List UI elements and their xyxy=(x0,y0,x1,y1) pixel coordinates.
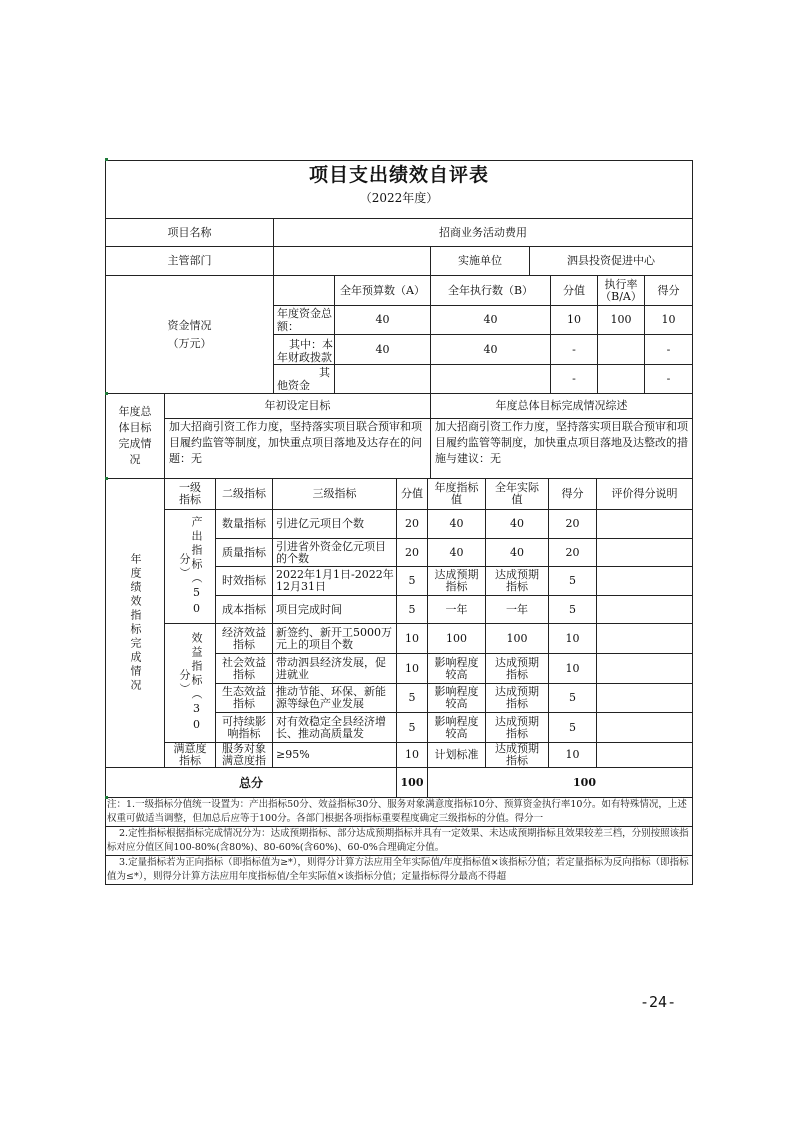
ind-header-l2: 二级指标 xyxy=(222,487,266,500)
indicator-get-cell: 10 xyxy=(565,748,580,761)
note-3: 3.定量指标若为正向指标（即指标值为≥*），则得分计算方法应用全年实际值/年度指标值×该指标分值；若定量指标为反向指标（即指标值为≤*），则得分计算方法应用年度指标值/全年实际值×该指标分值；定量指标得分最高不得超 xyxy=(107,857,689,882)
project-name-label: 项目名称 xyxy=(167,225,212,239)
l1-output-label: 产出指标（50分） xyxy=(178,515,203,618)
funds-row-fiscal-score: - xyxy=(572,342,576,356)
funds-header-score: 分值 xyxy=(563,283,585,297)
total-score: 100 xyxy=(400,775,424,789)
indicator-target-cell: 40 xyxy=(449,517,464,530)
indicator-get-cell: 5 xyxy=(569,691,576,704)
indicator-actual-cell: 100 xyxy=(506,631,528,645)
indicator-score-cell: 20 xyxy=(405,545,419,559)
funds-header-budget: 全年预算数（A） xyxy=(340,283,425,297)
indicator-actual-cell: 达成预期指标 xyxy=(495,568,539,593)
indicator-score-cell: 10 xyxy=(405,661,419,675)
indicator-actual-cell: 达成预期指标 xyxy=(495,714,539,740)
funds-row-total-get: 10 xyxy=(661,313,676,326)
funds-row-fiscal-label: 其中：本年财政拨款 xyxy=(277,338,333,364)
ind-header-l3: 三级指标 xyxy=(312,487,357,500)
grid-line xyxy=(596,478,597,768)
indicator-target-cell: 计划标准 xyxy=(434,748,479,761)
indicator-l2-cell: 可持续影响指标 xyxy=(222,714,266,740)
note-2: 2.定性指标根据指标完成情况分为：达成预期指标、部分达成预期指标并具有一定效果、未达成预期指标且效果较差三档，分别按照该指标对应分值区间100-80%(含80%)、80-60%(含60%)、60-0%合理确定分值。 xyxy=(107,828,689,853)
indicator-actual-cell: 40 xyxy=(510,517,524,530)
indicator-score-cell: 5 xyxy=(408,602,416,616)
ind-header-target: 年度指标值 xyxy=(434,481,479,506)
indicator-actual-cell: 一年 xyxy=(506,602,528,616)
goals-result-text: 加大招商引资工作力度，坚持落实项目联合预审和项目履约监管等制度，加快重点项目落地及达整改的措施与建议：无 xyxy=(435,420,688,465)
indicator-actual-cell: 达成预期指标 xyxy=(495,743,539,767)
funds-row-other-budget xyxy=(335,365,430,393)
funds-row-total-rate: 100 xyxy=(610,313,632,326)
indicator-get-cell: 20 xyxy=(565,545,580,559)
year-subtitle: （2022年度） xyxy=(359,191,439,205)
funds-row-other-exec xyxy=(431,365,550,393)
indicator-score-cell: 5 xyxy=(408,691,416,704)
indicator-score-cell: 5 xyxy=(408,574,416,587)
l1-output-cell xyxy=(165,510,215,623)
funds-row-total-budget: 40 xyxy=(375,313,390,326)
indicator-get-cell: 10 xyxy=(565,631,580,645)
cell-comment-mark xyxy=(105,796,108,799)
ind-header-actual: 全年实际值 xyxy=(495,481,539,506)
indicators-section-label xyxy=(106,479,164,767)
indicator-get-cell: 5 xyxy=(569,602,576,616)
indicator-l3-cell: 引进省外资金亿元项目的个数 xyxy=(276,539,386,565)
indicator-target-cell: 一年 xyxy=(445,602,468,616)
indicator-l3-cell: 项目完成时间 xyxy=(276,602,342,616)
indicator-l2-cell: 成本指标 xyxy=(222,602,266,616)
cell-comment-mark xyxy=(105,158,108,161)
ind-header-get: 得分 xyxy=(561,487,584,500)
ind-header-comment: 评价得分说明 xyxy=(611,487,678,500)
funds-row-other-get: - xyxy=(666,372,671,385)
indicator-target-cell: 影响程度较高 xyxy=(434,714,479,740)
funds-row-total-score: 10 xyxy=(567,313,581,326)
project-name-value: 招商业务活动费用 xyxy=(439,225,527,239)
indicator-l3-cell: 引进亿元项目个数 xyxy=(276,517,364,530)
indicator-get-cell: 5 xyxy=(569,720,576,734)
indicator-l2-cell: 数量指标 xyxy=(222,517,266,530)
funds-label: 资金情况 （万元） xyxy=(167,318,212,350)
funds-row-other-label: 其他资金 xyxy=(277,366,330,392)
indicator-l3-cell: 推动节能、环保、新能源等绿色产业发展 xyxy=(276,685,386,710)
funds-row-other-score: - xyxy=(572,372,576,385)
dept-label: 主管部门 xyxy=(167,254,212,267)
indicator-l2-cell: 社会效益指标 xyxy=(222,655,266,681)
indicator-l3-cell: 带动泗县经济发展，促进就业 xyxy=(276,655,386,681)
indicator-l2-cell: 时效指标 xyxy=(222,574,266,587)
funds-row-total-label: 年度资金总额： xyxy=(277,307,332,333)
funds-header-rate: 执行率 （B/A） xyxy=(600,277,642,303)
ind-header-score: 分值 xyxy=(401,487,423,500)
indicator-get-cell: 10 xyxy=(565,661,580,675)
indicator-score-cell: 10 xyxy=(405,748,419,761)
indicator-target-cell: 100 xyxy=(446,631,467,645)
l1-satisfaction-label: 满意度指标 xyxy=(173,743,207,767)
dept-value xyxy=(274,247,430,275)
grid-line xyxy=(105,884,693,885)
indicator-l2-cell: 质量指标 xyxy=(222,545,266,559)
indicator-l3-cell: 对有效稳定全县经济增长、推动高质量发 xyxy=(276,714,386,740)
l1-benefit-cell xyxy=(165,624,215,742)
indicator-l3-cell: 2022年1月1日-2022年12月31日 xyxy=(276,568,394,593)
l1-benefit-label: 效益指标（30分） xyxy=(178,632,203,734)
cell-comment-mark xyxy=(105,392,108,395)
indicator-actual-cell: 40 xyxy=(510,545,524,559)
indicator-target-cell: 40 xyxy=(449,545,464,559)
page-title: 项目支出绩效自评表 xyxy=(308,163,489,186)
indicator-l3-cell: ≥95% xyxy=(276,748,310,761)
indicators-section-text: 年度绩效指标完成情况 xyxy=(129,553,142,693)
indicator-l2-cell: 生态效益指标 xyxy=(222,685,266,710)
indicator-score-cell: 5 xyxy=(408,720,416,734)
indicator-actual-cell: 达成预期指标 xyxy=(495,655,539,681)
indicator-l3-cell: 新签约、新开工5000万元上的项目个数 xyxy=(276,625,392,651)
goals-initial-text: 加大招商引资工作力度，坚持落实项目联合预审和项目履约监管等制度，加快重点项目落地及达存在的问题：无 xyxy=(169,420,422,465)
impl-unit-value: 泗县投资促进中心 xyxy=(567,254,655,267)
indicator-l2-cell: 经济效益指标 xyxy=(222,625,266,651)
funds-row-fiscal-budget: 40 xyxy=(375,342,390,356)
funds-row-fiscal-get: - xyxy=(666,342,671,356)
indicator-target-cell: 影响程度较高 xyxy=(434,685,479,710)
goals-label: 年度总体目标完成情况 xyxy=(118,405,152,466)
indicator-target-cell: 影响程度较高 xyxy=(434,655,479,681)
indicator-get-cell: 20 xyxy=(565,517,580,530)
indicator-score-cell: 10 xyxy=(405,631,419,645)
indicator-target-cell: 达成预期指标 xyxy=(434,568,479,593)
impl-unit-label: 实施单位 xyxy=(458,254,502,267)
funds-header-exec: 全年执行数（B） xyxy=(447,283,534,297)
page-number: -24- xyxy=(640,993,677,1011)
indicator-score-cell: 20 xyxy=(405,517,419,530)
goals-result-header: 年度总体目标完成情况综述 xyxy=(495,399,628,412)
funds-header-get: 得分 xyxy=(657,283,680,297)
funds-row-other-rate xyxy=(598,365,644,393)
note-1: 注：1.一级指标分值统一设置为：产出指标50分、效益指标30分、服务对象满意度指标10分、预算资金执行率10分。如有特殊情况，上述权重可做适当调整，但加总后应等于100分。各部门根据各项指标重要程度确定三级指标的分值。得分一 xyxy=(107,799,687,824)
indicator-actual-cell: 达成预期指标 xyxy=(495,685,539,710)
indicator-l2-cell: 服务对象满意度指 xyxy=(222,743,266,767)
ind-header-l1: 一级指标 xyxy=(179,481,201,506)
funds-row-fiscal-rate xyxy=(598,335,644,364)
total-get: 100 xyxy=(573,775,596,789)
funds-row-fiscal-exec: 40 xyxy=(483,342,498,356)
indicator-get-cell: 5 xyxy=(569,574,576,587)
total-label: 总分 xyxy=(238,775,263,790)
cell-comment-mark xyxy=(105,477,108,480)
goals-initial-header: 年初设定目标 xyxy=(264,399,331,412)
grid-line xyxy=(692,160,693,885)
funds-row-total-exec: 40 xyxy=(483,313,498,326)
